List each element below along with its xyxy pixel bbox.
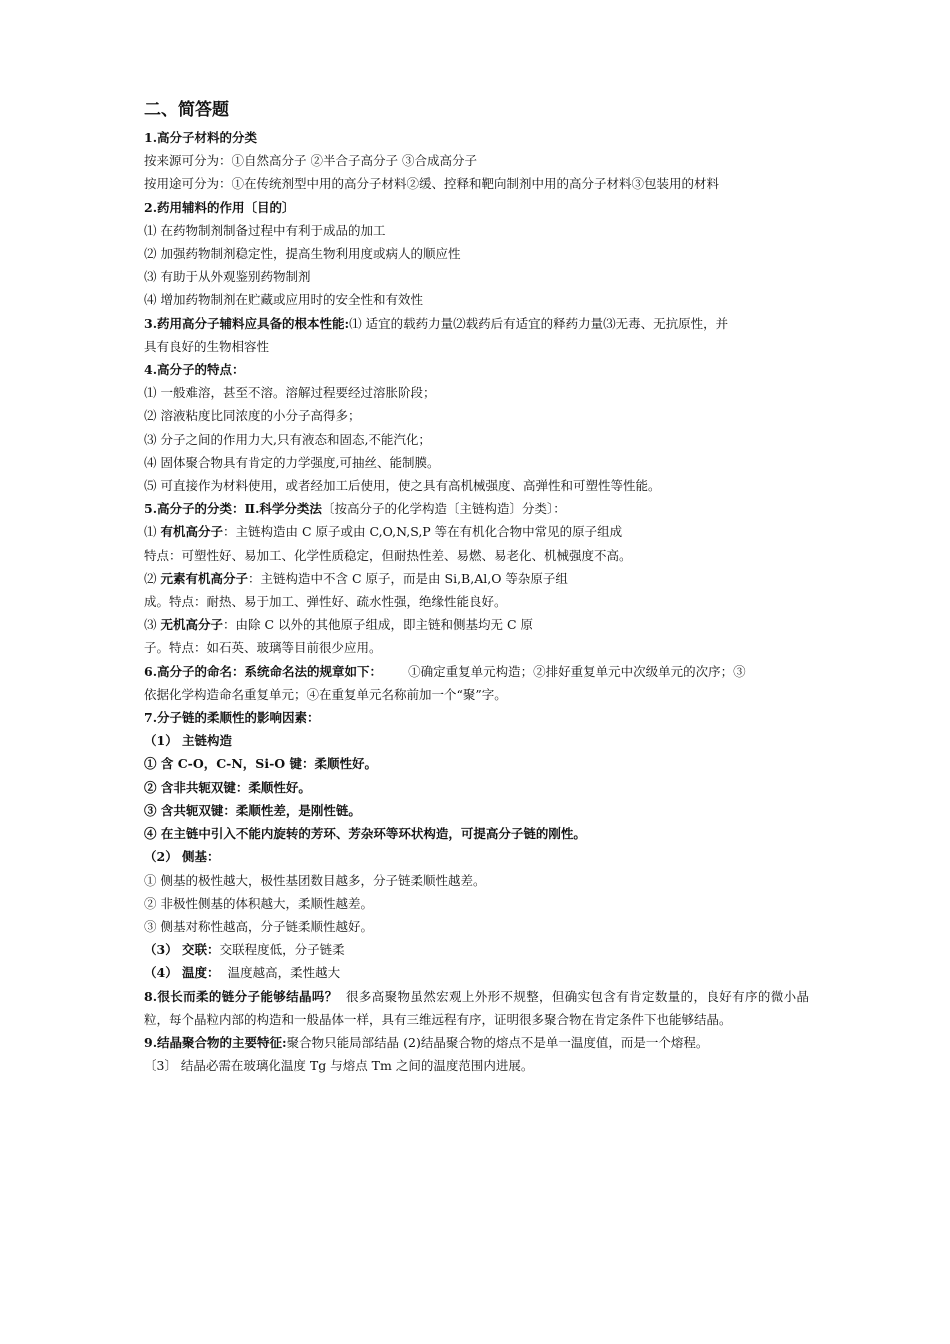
q5-heading-line (144, 497, 809, 520)
q3-heading: 3.药用高分子辅料应具备的根本性能: (144, 315, 350, 331)
section-title: 二、简答题 (144, 100, 229, 120)
q7-sub3-text: 交联程度低，分子链柔 (219, 942, 345, 958)
q9-heading: 9.结晶聚合物的主要特征: (144, 1034, 287, 1050)
q5-heading-note: 〔按高分子的化学构造〔主链构造〕分类〕： (321, 501, 566, 517)
q7-sub4-text: 温度越高，柔性越大 (227, 965, 341, 981)
q2-item: ⑶ 有助于从外观鉴别药物制剂 (144, 269, 311, 285)
q6-line1 (144, 660, 809, 683)
q5-organic-line (144, 520, 809, 543)
q5-organic-feature: 特点：可塑性好、易加工、化学性质稳定，但耐热性差、易燃、易老化、机械强度不高。 (144, 547, 632, 563)
q7-main-item: ④ 在主链中引入不能内旋转的芳环、芳杂环等环状构造，可提高分子链的刚性。 (144, 826, 586, 842)
q5-inorganic-text: ：由除 C 以外的其他原子组成，即主链和侧基均无 C 原 (223, 617, 534, 633)
q3-line1 (144, 312, 809, 335)
q4-item: ⑸ 可直接作为材料使用，或者经加工后使用，使之具有高机械强度、高弹性和可塑性等性能。 (144, 478, 661, 494)
q7-main-item: ① 含 C-O，C-N，Si-O 键：柔顺性好。 (144, 756, 377, 772)
document-page (144, 96, 809, 1077)
q7-sub4-line (144, 961, 809, 984)
q8-heading: 8.很长而柔的链分子能够结晶吗？ (144, 988, 338, 1004)
q5-inorganic-line (144, 613, 809, 636)
q7-heading: 7.分子链的柔顺性的影响因素： (144, 710, 320, 726)
q5-inorganic-feature: 子。特点：如石英、玻璃等目前很少应用。 (144, 640, 382, 656)
q5-inorganic-num: ⑶ (144, 617, 157, 633)
q5-heading: 5.高分子的分类：Ⅱ.科学分类法 (144, 501, 322, 517)
q7-sub3-line (144, 938, 809, 961)
q7-sub4-label: （4） 温度： (144, 965, 220, 981)
q2-heading: 2.药用辅料的作用〔目的〕 (144, 199, 295, 215)
q9-line1 (144, 1031, 809, 1054)
q3-text1: ⑴ 适宜的载药力量⑵载药后有适宜的释药力量⑶无毒、无抗原性，并 (349, 315, 729, 331)
q5-inorganic-label: 无机高分子 (160, 617, 224, 633)
q5-element-text: ：主链构造中不含 C 原子，而是由 Si,B,Al,O 等杂原子组 (248, 570, 568, 586)
q6-text2: 依据化学构造命名重复单元；④在重复单元名称前加一个“聚”字。 (144, 686, 507, 702)
q2-item: ⑴ 在药物制剂制备过程中有利于成品的加工 (144, 222, 386, 238)
q5-organic-text: ：主链构造由 C 原子或由 C,O,N,S,P 等在有机化合物中常见的原子组成 (223, 524, 623, 540)
q9-text1: 聚合物只能局部结晶 (2)结晶聚合物的熔点不是单一温度值，而是一个熔程。 (286, 1034, 709, 1050)
q2-item: ⑵ 加强药物制剂稳定性，提高生物利用度或病人的顺应性 (144, 246, 461, 262)
q4-item: ⑷ 固体聚合物具有肯定的力学强度,可抽丝、能制膜。 (144, 454, 440, 470)
q1-line1: 按来源可分为：①自然高分子 ②半合子高分子 ③合成高分子 (144, 153, 477, 169)
q4-item: ⑵ 溶液粘度比同浓度的小分子高得多； (144, 408, 361, 424)
q6-text1: ①确定重复单元构造；②排好重复单元中次级单元的次序；③ (408, 663, 746, 679)
q7-side-item: ③ 侧基对称性越高，分子链柔顺性越好。 (144, 918, 373, 934)
q1-line2: 按用途可分为：①在传统剂型中用的高分子材料②缓、控释和靶向制剂中用的高分子材料③包装用的材料 (144, 176, 720, 192)
q6-heading: 6.高分子的命名：系统命名法的规章如下： (144, 663, 383, 679)
q2-item: ⑷ 增加药物制剂在贮藏或应用时的安全性和有效性 (144, 292, 423, 308)
q5-element-feature: 成。特点：耐热、易于加工、弹性好、疏水性强，绝缘性能良好。 (144, 594, 507, 610)
q7-sub3-label: （3） 交联： (144, 942, 220, 958)
q7-sub2: （2） 侧基： (144, 849, 220, 865)
q8-text: 很多高聚物虽然宏观上外形不规整，但确实包含有肯定数量的，良好有序的微小晶粒，每个晶粒内部的构造和一般晶体一样，具有三维远程有序，证明很多聚合物在肯定条件下也能够结晶。 (144, 988, 809, 1027)
q4-heading: 4.高分子的特点： (144, 362, 245, 378)
q4-item: ⑴ 一般难溶，甚至不溶。溶解过程要经过溶胀阶段； (144, 385, 436, 401)
q5-organic-num: ⑴ (144, 524, 157, 540)
q7-side-item: ① 侧基的极性越大，极性基团数目越多，分子链柔顺性越差。 (144, 872, 486, 888)
q7-side-item: ② 非极性侧基的体积越大，柔顺性越差。 (144, 895, 373, 911)
q7-sub1: （1） 主链构造 (144, 733, 233, 749)
q5-organic-label: 有机高分子 (160, 524, 224, 540)
q5-element-num: ⑵ (144, 570, 157, 586)
q4-item: ⑶ 分子之间的作用力大,只有液态和固态,不能汽化； (144, 431, 431, 447)
q3-text2: 具有良好的生物相容性 (144, 338, 270, 354)
q9-text2: 〔3〕 结晶必需在玻璃化温度 Tg 与熔点 Tm 之间的温度范围内进展。 (144, 1058, 534, 1074)
q7-main-item: ③ 含共轭双键：柔顺性差，是刚性链。 (144, 802, 361, 818)
q5-element-label: 元素有机高分子 (160, 570, 249, 586)
q8-paragraph (144, 985, 809, 1031)
q1-heading: 1.高分子材料的分类 (144, 130, 258, 145)
q5-element-line (144, 567, 809, 590)
q7-main-item: ② 含非共轭双键：柔顺性好。 (144, 779, 311, 795)
